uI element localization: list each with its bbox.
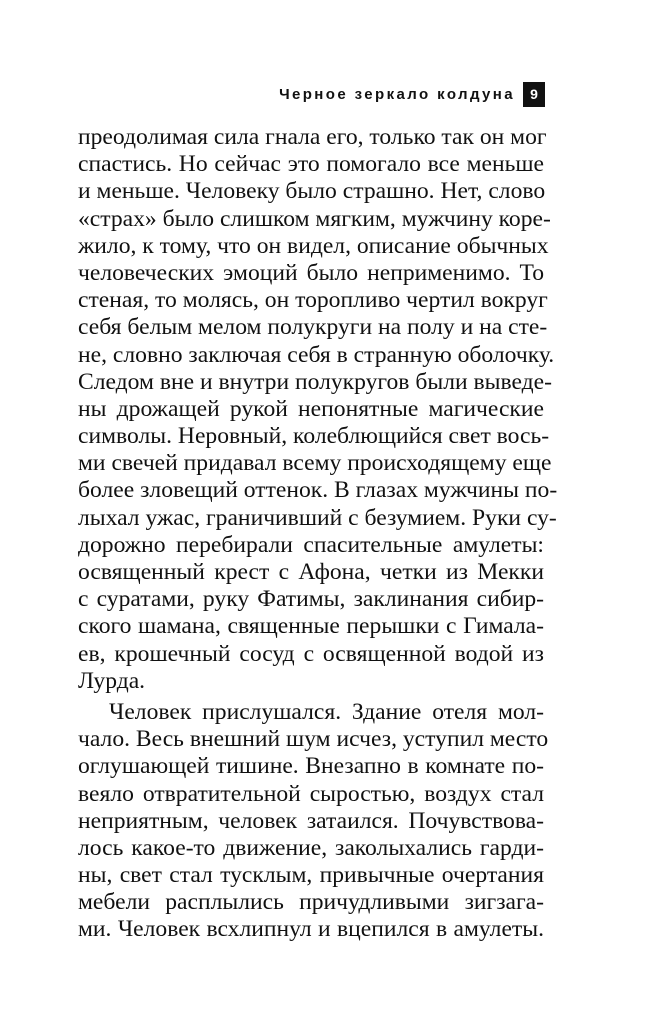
text-line: ми свечей придавал всему происходящему еще — [78, 450, 552, 477]
body-text — [78, 124, 558, 944]
page-number-badge: 9 — [523, 82, 545, 107]
text-line: ев, крошечный сосуд с освященной водой из — [78, 640, 544, 667]
text-line: лыхал ужас, граничивший с безумием. Руки су- — [78, 504, 557, 531]
text-line: ны, свет стал тусклым, привычные очертания — [78, 862, 544, 889]
text-line: не, словно заключая себя в странную оболочку. — [78, 341, 555, 368]
paragraph-1 — [78, 124, 558, 695]
text-line: «страх» было слишком мягким, мужчину коре- — [78, 205, 551, 232]
text-line: спастись. Но сейчас это помогало все меньше — [78, 151, 544, 178]
text-line: стеная, то молясь, он торопливо чертил вокруг — [78, 287, 548, 314]
text-line: мебели расплылись причудливыми зигзага- — [78, 889, 544, 916]
text-line: себя белым мелом полукруги на полу и на сте- — [78, 314, 548, 341]
text-line: и меньше. Человеку было страшно. Нет, слово — [78, 178, 546, 205]
page-header — [279, 82, 545, 107]
text-line: оглушающей тишине. Внезапно в комнате по- — [78, 753, 544, 780]
text-line: жило, к тому, что он видел, описание обычных — [78, 232, 549, 259]
text-line: преодолимая сила гнала его, только так он мог — [78, 124, 547, 150]
text-line: освященный крест с Афона, четки из Мекки — [78, 559, 544, 585]
running-title: Черное зеркало колдуна — [279, 86, 515, 103]
paragraph-2 — [78, 698, 549, 944]
text-line: ского шамана, священные перышки с Гимала- — [78, 613, 544, 640]
text-line: человеческих эмоций было неприменимо. То — [78, 259, 544, 286]
text-line: чало. Весь внешний шум исчез, уступил место — [78, 726, 549, 753]
text-line: дорожно перебирали спасительные амулеты: — [78, 531, 544, 558]
text-line: неприятным, человек затаился. Почувствова- — [78, 807, 544, 834]
text-line: с суратами, руку Фатимы, заклинания сибир- — [78, 586, 544, 613]
text-line: Лурда. — [78, 667, 146, 694]
text-line: Следом вне и внутри полукругов были выведе- — [78, 368, 552, 395]
text-line: ми. Человек всхлипнул и вцепился в амулеты. — [78, 916, 544, 943]
text-line: более зловещий оттенок. В глазах мужчины по- — [78, 477, 558, 504]
text-line: ны дрожащей рукой непонятные магические — [78, 395, 544, 422]
text-line: веяло отвратительной сыростью, воздух стал — [78, 780, 544, 807]
text-line: символы. Неровный, колеблющийся свет вось- — [78, 423, 550, 450]
text-line: Человек прислушался. Здание отеля мол- — [109, 698, 544, 725]
text-line: лось какое-то движение, заколыхались гарди- — [78, 834, 544, 861]
